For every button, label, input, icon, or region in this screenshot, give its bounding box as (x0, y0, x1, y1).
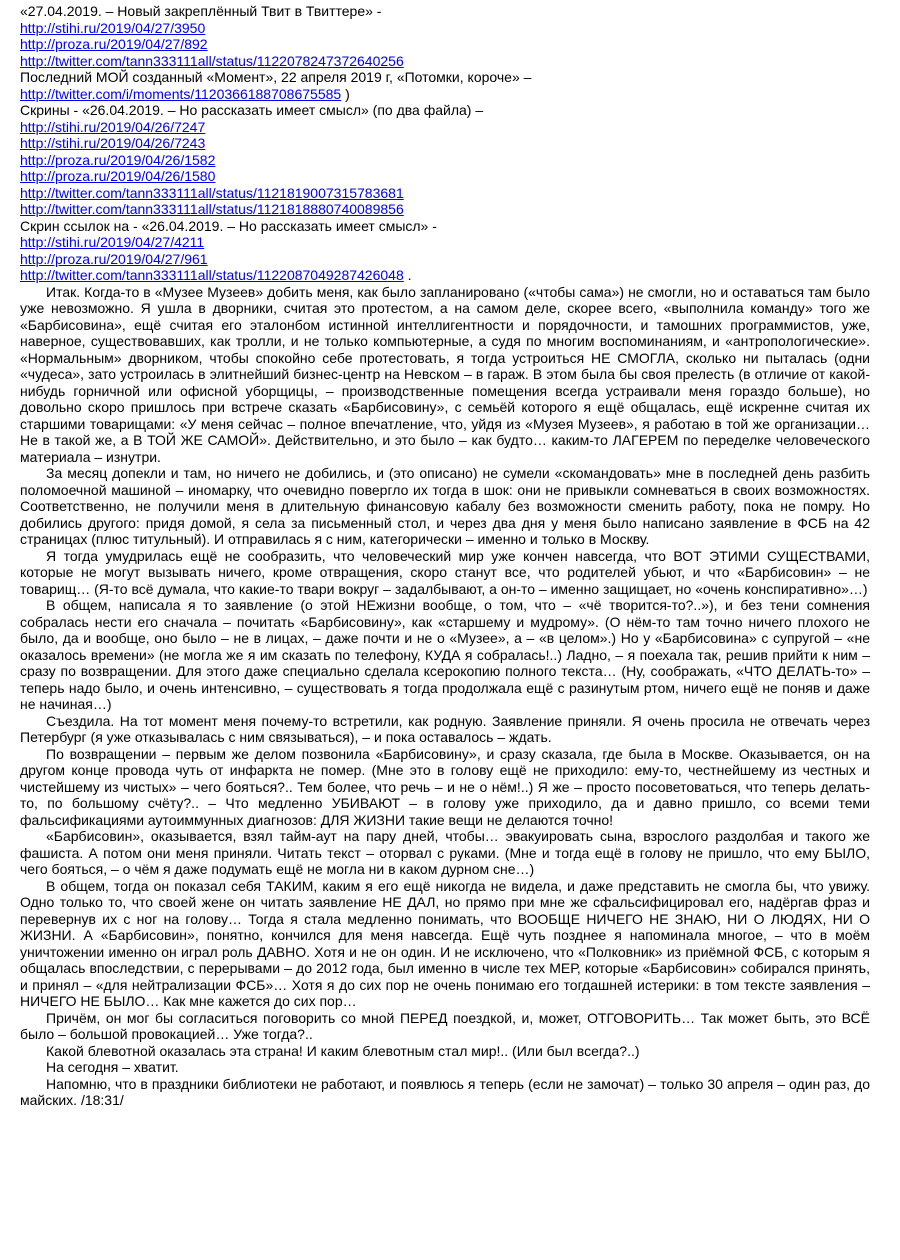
link-proza-screenlinks[interactable]: http://proza.ru/2019/04/27/961 (20, 250, 208, 267)
link-twitter-screen-2[interactable]: http://twitter.com/tann333111all/status/1121818880740089856 (20, 201, 404, 217)
link-twitter-screen-1[interactable]: http://twitter.com/tann333111all/status/1121819007315783681 (20, 184, 404, 201)
paragraph-2: За месяц допекли и там, но ничего не добились, и (это описано) не сумели «скомандовать» мне в последней день разбить поломоечной машиной – иномарку, что очевидно повергло их тогда в шок: они не привыкли сомневаться в своих возможностях. Соответственно, не получили меня в длительную финансовую кабалу без возможности сменить работу, пока не помру. Но добились другого: придя домой, я села за письменный стол, и через два дня у меня было написано заявление в ФСБ на 42 страницах (плюс титульный). И отправилась я с ним, категорически – именно и только в Москву. (20, 465, 870, 547)
last-moment-text: Последний МОЙ созданный «Момент», 22 апреля 2019 г, «Потомки, короче» – (20, 69, 532, 85)
paragraph-7: «Барбисовин», оказывается, взял тайм-аут на пару дней, чтобы… эвакуировать сына, взрослого раздолбая и такого же фашиста. А потом они меня приняли. Читать текст – оторвал с руками. (Мне и тогда ещё в голову не пришло, что ему БЫЛО, чего бояться, – о чём я даже подумать ещё не могла ни в каком дурном сне…) (20, 828, 870, 877)
screen-links-suffix: . (403, 267, 412, 283)
link-proza-screen-2[interactable]: http://proza.ru/2019/04/26/1580 (20, 168, 216, 184)
screens-heading: Скрины - «26.04.2019. – Но рассказать имеет смысл» (по два файла) – (20, 102, 484, 118)
paragraph-3: Я тогда умудрилась ещё не сообразить, что человеческий мир уже кончен навсегда, что ВОТ ЭТИМИ СУЩЕСТВАМИ, которые не могут вызывать ничего, кроме отвращения, скоро станут все, что родителей убьют, и что «Барбисовин» – не товарищ… (Я-то всё думала, что какие-то твари вокруг – задалбывают, а он-то – именно защищает, но «очень конспиративно»…) (20, 547, 870, 597)
link-stihi-screenlinks[interactable]: http://stihi.ru/2019/04/27/4211 (20, 234, 205, 250)
paragraph-11: На сегодня – хватит. (46, 1059, 179, 1075)
paragraph-6: По возвращении – первым же делом позвонила «Барбисовину», и сразу сказала, где была в Москве. Оказывается, он на другом конце провода чуть от инфаркта не помер. (Мне это в голову ещё не приходило: ему-то, честнейшему из честных и чистейшему из чистых» – чего бояться?.. Тем более, что речь – и не о нём!..) Я же – просто посоветоваться, что теперь делать-то, по большому счёту?.. – Что медленно УБИВАЮТ – в голову уже приходило, да и давно пришло, со всеми теми фальсификациями аутоиммунных диагнозов: ДЛЯ ЖИЗНИ такие вещи не делаются точно! (20, 745, 870, 828)
screen-links-heading: Скрин ссылок на - «26.04.2019. – Но рассказать имеет смысл» - (20, 217, 437, 234)
paragraph-1: Итак. Когда-то в «Музее Музеев» добить меня, как было запланировано («чтобы сама») не смогли, но и оставаться там было уже невозможно. Я ушла в дворники, считая это протестом, а на самом деле, скорее всего, «выполнила команду» того же «Барбисовина», ещё считая его эталонбом истинной интеллигентности и порядочности, и тамошних программистов, уже, наверное, существовавших, как тролли, и не только компьютерные, а судя по многим воспоминаниям, и «антропологические». «Нормальным» дворником, чтобы спокойно себе протестовать, я тогда устроиться НЕ СМОГЛА, сколько ни пыталась (одни «чудеса», зато устроилась в элитнейший бизнес-центр на Невском – в гараж. В этом была бы своя прелесть (в отличие от какой-нибудь горничной или офисной уборщицы, – производственные помещения всегда устраивали меня гораздо больше), но довольно скоро пришлось при встрече сказать «Барбисовину», с семьёй которого я ещё общалась, ещё искренне считая их старшими товарищами: «У меня сейчас – полное впечатление, что, уйдя из «Музея Музеев», я работаю в той же организации… Не в такой же, а В ТОЙ ЖЕ САМОЙ». Действительно, и это было – как будто… каким-то ЛАГЕРЕМ по переделке человеческого материала – изнутри. (20, 283, 870, 465)
last-moment-suffix: ) (341, 85, 350, 102)
link-stihi-screen-1[interactable]: http://stihi.ru/2019/04/26/7247 (20, 118, 206, 135)
paragraph-9: Причём, он мог бы согласиться поговорить со мной ПЕРЕД поездкой, и, может, ОТГОВОРИТЬ… Так может быть, это ВСЁ было – большой провокацией… Уже тогда?.. (20, 1009, 870, 1042)
link-stihi-pinned[interactable]: http://stihi.ru/2019/04/27/3950 (20, 19, 206, 36)
paragraph-8: В общем, тогда он показал себя ТАКИМ, каким я его ещё никогда не видела, и даже представить не смогла бы, что увижу. Одно только то, что своей жене он читать заявление НЕ ДАЛ, но прямо при мне же сфальсифицировал его, надёргав фраз и перевернув их с ног на голову… Тогда я стала медленно понимать, что ВООБЩЕ НИЧЕГО НЕ ЗНАЮ, НИ О ЛЮДЯХ, НИ О ЖИЗНИ. А «Барбисовин», понятно, кончился для меня навсегда. Ещё чуть позднее я напоминала многое, – что в моём уничтожении именно он играл роль ДАВНО. Хотя и не он один. И не исключено, что «Полковник» из приёмной ФСБ, с которым я общалась впоследствии, с перерывами – до 2012 года, был именно в числе тех МЕР, которые «Барбисовин» собирался принять, и принял – «для нейтрализации ФСБ»… Хотя я до сих пор не очень понимаю его тогдашней истерики: в том тексте заявления – НИЧЕГО НЕ БЫЛО… Как мне кажется до сих пор… (20, 877, 870, 1009)
pinned-tweet-heading: «27.04.2019. – Новый закреплённый Твит в Твиттере» - (20, 3, 382, 19)
link-twitter-moment[interactable]: http://twitter.com/i/moments/1120366188708675585 (20, 85, 342, 102)
link-twitter-screenlinks[interactable]: http://twitter.com/tann333111all/status/1122087049287426048 (20, 267, 404, 283)
link-twitter-pinned[interactable]: http://twitter.com/tann333111all/status/1122078247372640256 (20, 52, 404, 69)
link-proza-pinned[interactable]: http://proza.ru/2019/04/27/892 (20, 36, 208, 52)
paragraph-4: В общем, написала я то заявление (о этой НЕжизни вообще, о том, что – «чё творится-то?..»), и без тени сомнения собралась нести его сначала – почитать «Барбисовину», как «старшему и мудрому». (О нём-то там точно ничего плохого не было, да и вообще, оно было – не в лицах, – даже почти и не о «Музее», а – «в целом».) Но у «Барбисовина» с супругой – «не оказалось времени» (не могла же я им сказать по телефону, КУДА я собралась!..) Ладно, – я поехала так, решив прийти к ним – сразу по возвращении. Для этого даже специально сделала ксерокопию полного текста… (Ну, соображать, «ЧТО ДЕЛАТЬ-то» – теперь надо было, и очень интенсивно, – существовать я тогда продолжала ещё с разинутым ртом, ничего ещё не поняв и даже не начиная…) (20, 597, 870, 712)
paragraph-12: Напомню, что в праздники библиотеки не работают, и появлюсь я теперь (если не замочат) – только 30 апреля – один раз, до майских. /18:31/ (20, 1075, 870, 1108)
link-proza-screen-1[interactable]: http://proza.ru/2019/04/26/1582 (20, 151, 216, 168)
link-stihi-screen-2[interactable]: http://stihi.ru/2019/04/26/7243 (20, 135, 206, 151)
paragraph-10: Какой блевотной оказалась эта страна! И каким блевотным стал мир!.. (Или был всегда?..) (46, 1042, 640, 1059)
paragraph-5: Съездила. На тот момент меня почему-то встретили, как родную. Заявление приняли. Я очень просила не отвечать через Петербург (я уже отказывалась с ним связываться), – и пока оставалось – ждать. (20, 712, 870, 745)
